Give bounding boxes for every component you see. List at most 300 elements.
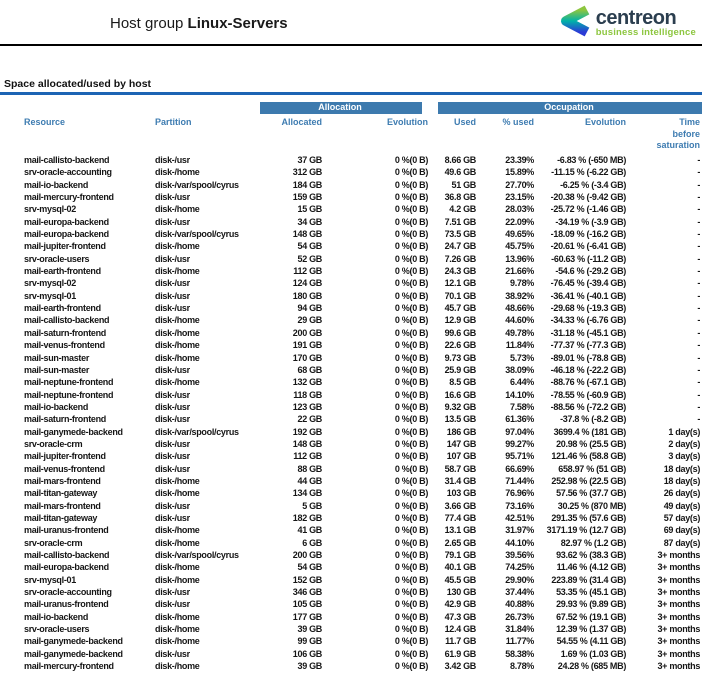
cell-partition: disk-/home: [155, 611, 200, 622]
cell-allocation-evolution: 0 %(0 B): [394, 414, 429, 425]
cell-occupation-evolution: -6.83 % (-650 MB): [557, 155, 627, 165]
cell-used: 36.8 GB: [444, 192, 477, 203]
cell-used-percent: 37.44%: [505, 587, 535, 598]
cell-used: 73.5 GB: [444, 229, 477, 240]
cell-used-percent: 28.03%: [505, 204, 535, 215]
cell-partition: disk-/usr: [155, 278, 190, 289]
cell-partition: disk-/home: [155, 340, 200, 351]
table-row: [0, 154, 702, 166]
cell-partition: disk-/home: [155, 525, 200, 536]
cell-time-before-saturation: 57 day(s): [663, 512, 701, 523]
table-row: [0, 290, 702, 302]
cell-resource: mail-europa-backend: [24, 229, 109, 240]
header-divider: [0, 44, 702, 46]
cell-partition: disk-/home: [155, 167, 200, 178]
cell-resource: mail-neptune-frontend: [24, 377, 114, 388]
cell-resource: srv-mysql-01: [24, 574, 76, 585]
cell-partition: disk-/home: [155, 266, 200, 277]
cell-allocation-evolution: 0 %(0 B): [394, 587, 429, 598]
cell-occupation-evolution: -77.37 % (-77.3 GB): [550, 340, 627, 351]
cell-resource: srv-oracle-accounting: [24, 587, 112, 598]
cell-partition: disk-/usr: [155, 389, 190, 400]
cell-used: 58.7 GB: [444, 463, 477, 474]
cell-used: 3.66 GB: [444, 500, 477, 511]
cell-allocated: 106 GB: [292, 648, 322, 659]
table-row: [0, 635, 702, 647]
cell-used: 107 GB: [446, 451, 477, 462]
cell-resource: mail-neptune-frontend: [24, 389, 114, 400]
cell-time-before-saturation: -: [697, 204, 701, 215]
cell-allocated: 182 GB: [292, 512, 322, 523]
cell-used-percent: 11.84%: [505, 340, 535, 351]
cell-occupation-evolution: -54.6 % (-29.2 GB): [555, 266, 627, 277]
cell-allocation-evolution: 0 %(0 B): [394, 537, 429, 548]
cell-allocation-evolution: 0 %(0 B): [394, 550, 429, 560]
cell-time-before-saturation: 69 day(s): [663, 525, 701, 536]
cell-used-percent: 97.04%: [505, 426, 535, 437]
cell-resource: mail-mercury-frontend: [24, 192, 114, 203]
cell-used-percent: 9.78%: [509, 278, 535, 289]
cell-allocation-evolution: 0 %(0 B): [394, 500, 429, 511]
cell-allocated: 159 GB: [292, 192, 322, 203]
cell-time-before-saturation: -: [697, 155, 701, 165]
cell-allocation-evolution: 0 %(0 B): [394, 192, 429, 203]
cell-partition: disk-/home: [155, 624, 200, 635]
cell-partition: disk-/usr: [155, 303, 190, 314]
cell-resource: mail-callisto-backend: [24, 155, 110, 165]
cell-resource: srv-oracle-crm: [24, 537, 83, 548]
cell-resource: mail-venus-frontend: [24, 340, 105, 351]
cell-time-before-saturation: 87 day(s): [663, 537, 701, 548]
cell-partition: disk-/usr: [155, 192, 190, 203]
cell-allocation-evolution: 0 %(0 B): [394, 488, 429, 499]
cell-partition: disk-/var/spool/cyrus: [155, 229, 239, 240]
cell-resource: srv-oracle-users: [24, 624, 90, 635]
cell-used: 11.7 GB: [445, 636, 477, 647]
cell-allocated: 148 GB: [292, 229, 322, 240]
cell-occupation-evolution: 53.35 % (45.1 GB): [556, 587, 627, 598]
cell-allocated: 68 GB: [297, 364, 322, 375]
table-row: [0, 549, 702, 561]
cell-time-before-saturation: -: [697, 278, 701, 289]
cell-time-before-saturation: -: [697, 364, 701, 375]
cell-allocated: 184 GB: [292, 179, 322, 190]
cell-occupation-evolution: -37.8 % (-8.2 GB): [560, 414, 627, 425]
cell-used: 49.6 GB: [444, 167, 477, 178]
cell-occupation-evolution: -29.68 % (-19.3 GB): [550, 303, 627, 314]
cell-partition: disk-/usr: [155, 451, 190, 462]
table-row: [0, 364, 702, 376]
cell-occupation-evolution: -78.55 % (-60.9 GB): [550, 389, 627, 400]
cell-used-percent: 49.65%: [505, 229, 535, 240]
cell-resource: mail-titan-gateway: [24, 512, 98, 523]
cell-allocation-evolution: 0 %(0 B): [394, 389, 429, 400]
cell-used-percent: 76.96%: [505, 488, 535, 499]
cell-resource: mail-jupiter-frontend: [24, 241, 106, 252]
cell-allocated: 134 GB: [292, 488, 322, 499]
col-header-allocated: Allocated: [281, 117, 322, 127]
cell-resource: mail-ganymede-backend: [24, 648, 123, 659]
cell-used-percent: 15.89%: [505, 167, 535, 178]
cell-allocated: 312 GB: [292, 167, 322, 178]
cell-occupation-evolution: -88.76 % (-67.1 GB): [550, 377, 627, 388]
cell-allocation-evolution: 0 %(0 B): [394, 636, 429, 647]
cell-resource: mail-jupiter-frontend: [24, 451, 106, 462]
cell-time-before-saturation: 3+ months: [657, 587, 701, 598]
cell-time-before-saturation: -: [697, 167, 701, 178]
cell-resource: mail-io-backend: [24, 611, 89, 622]
cell-used: 24.7 GB: [444, 241, 477, 252]
cell-allocation-evolution: 0 %(0 B): [394, 574, 429, 585]
cell-partition: disk-/home: [155, 352, 200, 363]
cell-resource: mail-europa-backend: [24, 216, 109, 227]
cell-used: 24.3 GB: [444, 266, 477, 277]
cell-used-percent: 38.92%: [505, 290, 535, 301]
table-row: [0, 352, 702, 364]
cell-resource: mail-callisto-backend: [24, 315, 110, 326]
cell-used: 7.51 GB: [444, 216, 477, 227]
cell-time-before-saturation: -: [697, 241, 701, 252]
cell-allocation-evolution: 0 %(0 B): [394, 167, 429, 178]
col-header-resource: Resource: [24, 117, 66, 127]
cell-allocation-evolution: 0 %(0 B): [394, 562, 429, 573]
cell-allocation-evolution: 0 %(0 B): [394, 648, 429, 659]
cell-time-before-saturation: -: [697, 229, 701, 240]
column-header-row: [0, 114, 702, 154]
table-row: [0, 265, 702, 277]
table-row: [0, 401, 702, 413]
cell-partition: disk-/home: [155, 574, 200, 585]
cell-time-before-saturation: 3+ months: [657, 624, 701, 635]
cell-resource: mail-saturn-frontend: [24, 414, 107, 425]
cell-occupation-evolution: 24.28 % (685 MB): [557, 661, 627, 672]
cell-allocated: 105 GB: [292, 599, 322, 610]
cell-partition: disk-/home: [155, 315, 200, 326]
centreon-logo-text: [595, 6, 696, 38]
cell-used-percent: 31.84%: [505, 624, 535, 635]
table-row: [0, 500, 702, 512]
cell-resource: srv-oracle-users: [24, 253, 90, 264]
cell-used: 42.9 GB: [444, 599, 477, 610]
cell-used: 79.1 GB: [444, 550, 477, 560]
cell-partition: disk-/usr: [155, 401, 190, 412]
cell-time-before-saturation: 3+ months: [657, 636, 701, 647]
cell-partition: disk-/var/spool/cyrus: [155, 426, 239, 437]
cell-allocation-evolution: 0 %(0 B): [394, 661, 429, 672]
cell-used-percent: 6.44%: [509, 377, 535, 388]
cell-allocation-evolution: 0 %(0 B): [394, 216, 429, 227]
cell-used-percent: 14.10%: [505, 389, 535, 400]
cell-occupation-evolution: 3699.4 % (181 GB): [553, 426, 627, 437]
cell-used-percent: 38.09%: [505, 364, 535, 375]
table-row: [0, 512, 702, 524]
page-title-prefix: Host group: [110, 14, 184, 32]
cell-occupation-evolution: 1.69 % (1.03 GB): [560, 648, 627, 659]
cell-partition: disk-/home: [155, 636, 200, 647]
cell-occupation-evolution: -60.63 % (-11.2 GB): [551, 253, 627, 264]
cell-used-percent: 31.97%: [505, 525, 535, 536]
cell-time-before-saturation: -: [697, 389, 701, 400]
cell-occupation-evolution: -11.15 % (-6.22 GB): [551, 167, 627, 178]
section-title: Space allocated/used by host: [4, 78, 152, 90]
cell-occupation-evolution: 223.89 % (31.4 GB): [551, 574, 627, 585]
cell-used-percent: 74.25%: [505, 562, 535, 573]
cell-allocated: 44 GB: [297, 475, 322, 486]
cell-occupation-evolution: -89.01 % (-78.8 GB): [550, 352, 627, 363]
cell-allocated: 124 GB: [292, 278, 322, 289]
cell-allocation-evolution: 0 %(0 B): [394, 624, 429, 635]
table-row: [0, 475, 702, 487]
table-row: [0, 339, 702, 351]
cell-time-before-saturation: -: [697, 401, 701, 412]
cell-occupation-evolution: 82.97 % (1.2 GB): [560, 537, 627, 548]
cell-used: 147 GB: [446, 438, 477, 449]
table-row: [0, 450, 702, 462]
cell-allocated: 200 GB: [292, 550, 322, 560]
table-row: [0, 389, 702, 401]
cell-allocation-evolution: 0 %(0 B): [394, 364, 429, 375]
cell-used: 45.7 GB: [444, 303, 477, 314]
cell-allocation-evolution: 0 %(0 B): [394, 525, 429, 536]
cell-occupation-evolution: -76.45 % (-39.4 GB): [550, 278, 627, 289]
table-row: [0, 216, 702, 228]
cell-allocated: 148 GB: [292, 438, 322, 449]
cell-allocation-evolution: 0 %(0 B): [394, 475, 429, 486]
centreon-logo-tagline: business intelligence: [595, 26, 696, 38]
cell-used: 12.4 GB: [444, 624, 477, 635]
cell-allocated: 39 GB: [297, 661, 322, 672]
cell-occupation-evolution: 252.98 % (22.5 GB): [551, 475, 627, 486]
cell-used: 45.5 GB: [444, 574, 477, 585]
cell-time-before-saturation: -: [697, 216, 701, 227]
centreon-logo-name: centreon: [595, 6, 677, 29]
cell-used-percent: 26.73%: [505, 611, 535, 622]
table-row: [0, 611, 702, 623]
cell-used-percent: 23.15%: [505, 192, 535, 203]
cell-used-percent: 45.75%: [505, 241, 535, 252]
col-header-used-percent: % used: [502, 117, 535, 127]
cell-allocated: 94 GB: [297, 303, 322, 314]
cell-occupation-evolution: 12.39 % (1.37 GB): [556, 624, 627, 635]
cell-allocated: 88 GB: [297, 463, 322, 474]
cell-occupation-evolution: -36.41 % (-40.1 GB): [550, 290, 627, 301]
cell-resource: mail-sun-master: [24, 364, 90, 375]
table-row: [0, 166, 702, 178]
cell-allocated: 192 GB: [292, 426, 322, 437]
table-row: [0, 574, 702, 586]
cell-time-before-saturation: 3+ months: [657, 562, 701, 573]
cell-allocated: 180 GB: [292, 290, 322, 301]
cell-used-percent: 48.66%: [505, 303, 535, 314]
cell-partition: disk-/home: [155, 241, 200, 252]
cell-allocated: 170 GB: [292, 352, 322, 363]
cell-occupation-evolution: -34.19 % (-3.9 GB): [555, 216, 627, 227]
cell-used: 13.1 GB: [444, 525, 477, 536]
cell-used: 130 GB: [446, 587, 477, 598]
cell-time-before-saturation: 49 day(s): [663, 500, 701, 511]
group-header-spacer: [0, 102, 258, 114]
cell-used-percent: 27.70%: [505, 179, 535, 190]
cell-allocated: 152 GB: [292, 574, 322, 585]
cell-used: 12.1 GB: [444, 278, 477, 289]
cell-used: 61.9 GB: [444, 648, 477, 659]
cell-occupation-evolution: 67.52 % (19.1 GB): [556, 611, 627, 622]
col-header-time-before-saturation: Time before saturation: [656, 117, 701, 150]
cell-allocated: 15 GB: [297, 204, 322, 215]
cell-allocation-evolution: 0 %(0 B): [394, 179, 429, 190]
cell-used: 7.26 GB: [444, 253, 477, 264]
table-row: [0, 438, 702, 450]
cell-partition: disk-/home: [155, 537, 200, 548]
cell-partition: disk-/usr: [155, 463, 190, 474]
cell-resource: mail-ganymede-backend: [24, 636, 123, 647]
table-row: [0, 561, 702, 573]
cell-occupation-evolution: -88.56 % (-72.2 GB): [550, 401, 627, 412]
cell-allocated: 112 GB: [293, 266, 322, 277]
cell-allocation-evolution: 0 %(0 B): [394, 241, 429, 252]
cell-partition: disk-/var/spool/cyrus: [155, 550, 239, 560]
cell-resource: mail-venus-frontend: [24, 463, 105, 474]
cell-time-before-saturation: -: [697, 340, 701, 351]
cell-allocation-evolution: 0 %(0 B): [394, 229, 429, 240]
cell-allocation-evolution: 0 %(0 B): [394, 278, 429, 289]
cell-resource: mail-earth-frontend: [24, 266, 101, 277]
cell-allocation-evolution: 0 %(0 B): [394, 290, 429, 301]
cell-allocated: 39 GB: [297, 624, 322, 635]
cell-allocation-evolution: 0 %(0 B): [394, 266, 429, 277]
cell-used-percent: 7.58%: [509, 401, 535, 412]
table-row: [0, 228, 702, 240]
cell-resource: mail-earth-frontend: [24, 303, 101, 314]
cell-used-percent: 95.71%: [505, 451, 535, 462]
cell-occupation-evolution: -6.25 % (-3.4 GB): [560, 179, 627, 190]
cell-resource: mail-sun-master: [24, 352, 90, 363]
cell-allocated: 54 GB: [297, 241, 322, 252]
report-header: [0, 0, 702, 44]
cell-occupation-evolution: -25.72 % (-1.46 GB): [550, 204, 627, 215]
cell-resource: mail-ganymede-backend: [24, 426, 123, 437]
table-row: [0, 524, 702, 536]
cell-used-percent: 61.36%: [505, 414, 535, 425]
cell-allocation-evolution: 0 %(0 B): [394, 303, 429, 314]
cell-time-before-saturation: 3+ months: [657, 661, 701, 672]
centreon-logo: [556, 4, 696, 43]
cell-used-percent: 42.51%: [505, 512, 535, 523]
group-header-row: [0, 102, 702, 114]
cell-occupation-evolution: -20.61 % (-6.41 GB): [550, 241, 627, 252]
cell-occupation-evolution: -34.33 % (-6.76 GB): [550, 315, 627, 326]
cell-time-before-saturation: 3+ months: [657, 550, 701, 560]
cell-used: 47.3 GB: [444, 611, 477, 622]
cell-used-percent: 22.09%: [505, 216, 535, 227]
cell-occupation-evolution: 3171.19 % (12.7 GB): [546, 525, 627, 536]
cell-occupation-evolution: 29.93 % (9.89 GB): [556, 599, 627, 610]
cell-used-percent: 44.60%: [505, 315, 535, 326]
cell-time-before-saturation: 3+ months: [657, 611, 701, 622]
cell-allocation-evolution: 0 %(0 B): [394, 599, 429, 610]
cell-resource: mail-mars-frontend: [24, 500, 101, 511]
col-header-used: Used: [454, 117, 477, 127]
cell-resource: mail-europa-backend: [24, 562, 109, 573]
cell-used: 16.6 GB: [444, 389, 477, 400]
table-row: [0, 314, 702, 326]
cell-time-before-saturation: -: [697, 290, 701, 301]
cell-used-percent: 40.88%: [505, 599, 535, 610]
cell-used-percent: 73.16%: [505, 500, 535, 511]
cell-allocation-evolution: 0 %(0 B): [394, 327, 429, 338]
cell-occupation-evolution: 20.98 % (25.5 GB): [556, 438, 627, 449]
cell-allocation-evolution: 0 %(0 B): [394, 155, 429, 165]
cell-partition: disk-/usr: [155, 648, 190, 659]
cell-occupation-evolution: 30.25 % (870 MB): [557, 500, 627, 511]
cell-resource: mail-mercury-frontend: [24, 661, 114, 672]
page-title-group: Linux-Servers: [187, 14, 288, 32]
cell-used: 12.9 GB: [444, 315, 477, 326]
cell-used: 25.9 GB: [444, 364, 477, 375]
cell-used-percent: 11.77%: [505, 636, 535, 647]
space-allocated-table: [0, 102, 702, 672]
cell-allocation-evolution: 0 %(0 B): [394, 438, 429, 449]
cell-partition: disk-/usr: [155, 155, 190, 165]
cell-resource: srv-mysql-02: [24, 278, 76, 289]
cell-used: 2.65 GB: [444, 537, 477, 548]
cell-allocated: 118 GB: [293, 389, 322, 400]
cell-time-before-saturation: 2 day(s): [668, 438, 701, 449]
cell-resource: mail-io-backend: [24, 179, 89, 190]
cell-allocated: 112 GB: [293, 451, 322, 462]
cell-allocated: 22 GB: [297, 414, 322, 425]
cell-used: 9.32 GB: [444, 401, 477, 412]
cell-time-before-saturation: -: [697, 377, 701, 388]
cell-allocation-evolution: 0 %(0 B): [394, 377, 429, 388]
cell-allocated: 123 GB: [292, 401, 322, 412]
cell-used-percent: 49.78%: [505, 327, 535, 338]
cell-used: 31.4 GB: [444, 475, 477, 486]
cell-partition: disk-/home: [155, 327, 200, 338]
cell-allocation-evolution: 0 %(0 B): [394, 315, 429, 326]
cell-allocated: 177 GB: [292, 611, 322, 622]
table-row: [0, 660, 702, 672]
cell-partition: disk-/usr: [155, 253, 190, 264]
cell-resource: mail-mars-frontend: [24, 475, 101, 486]
section-divider: [0, 92, 702, 95]
cell-allocation-evolution: 0 %(0 B): [394, 611, 429, 622]
cell-used: 4.2 GB: [449, 204, 477, 215]
cell-time-before-saturation: -: [697, 179, 701, 190]
cell-partition: disk-/usr: [155, 216, 190, 227]
cell-used-percent: 66.69%: [505, 463, 535, 474]
cell-partition: disk-/usr: [155, 512, 190, 523]
page-title: [110, 15, 288, 32]
cell-partition: disk-/usr: [155, 364, 190, 375]
table-row: [0, 203, 702, 215]
occupation-group-header: Occupation: [430, 102, 702, 114]
cell-allocation-evolution: 0 %(0 B): [394, 451, 429, 462]
table-row: [0, 191, 702, 203]
cell-occupation-evolution: 57.56 % (37.7 GB): [556, 488, 627, 499]
cell-allocated: 34 GB: [297, 216, 322, 227]
cell-resource: mail-callisto-backend: [24, 550, 110, 560]
table-row: [0, 598, 702, 610]
table-row: [0, 277, 702, 289]
cell-resource: mail-uranus-frontend: [24, 525, 109, 536]
cell-allocated: 6 GB: [302, 537, 322, 548]
cell-allocated: 52 GB: [297, 253, 322, 264]
cell-partition: disk-/var/spool/cyrus: [155, 179, 239, 190]
cell-time-before-saturation: 3+ months: [657, 574, 701, 585]
cell-allocation-evolution: 0 %(0 B): [394, 253, 429, 264]
cell-partition: disk-/home: [155, 475, 200, 486]
